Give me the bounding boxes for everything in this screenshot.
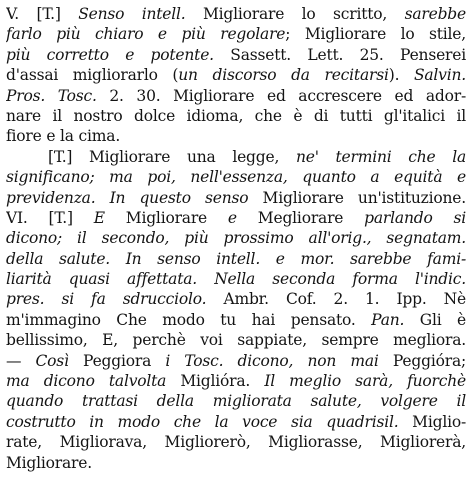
entry-line <box>6 289 466 309</box>
text-segment: bellissimo, E, perchè voi sappiate, sempre megliora. <box>6 331 466 350</box>
entry-line <box>6 24 466 44</box>
italic-text-segment: ne' termini che la <box>295 147 466 166</box>
entry-line <box>6 371 466 391</box>
entry-line <box>6 412 466 432</box>
entry-line <box>6 310 466 330</box>
entry-line <box>6 188 466 208</box>
text-segment: ; Migliorare lo stile, <box>285 25 466 44</box>
entry-line <box>6 167 466 187</box>
italic-text-segment: un discorso da recitarsi <box>178 66 389 85</box>
italic-text-segment: Pan. <box>371 310 405 329</box>
entry-line <box>6 228 466 248</box>
text-segment: 2. 30. Migliorare ed accrescere ed ador- <box>96 86 466 105</box>
italic-text-segment: liarità quasi affettata. Nella seconda forma l'indic. <box>6 270 466 289</box>
entry-line <box>6 351 466 371</box>
text-segment: Gli è <box>404 310 466 329</box>
italic-text-segment: Salvin. <box>413 66 466 85</box>
entry-line <box>6 249 466 269</box>
italic-text-segment: sarebbe <box>404 5 466 23</box>
entry-line <box>6 330 466 350</box>
italic-text-segment: e <box>227 208 237 227</box>
entry-line <box>6 106 466 126</box>
italic-text-segment: Senso intell. <box>78 5 186 23</box>
entry-line <box>6 208 466 228</box>
italic-text-segment: più corretto e potente. <box>6 45 214 64</box>
entry-line <box>6 4 466 24</box>
text-segment: V. [T.] <box>6 5 79 23</box>
text-segment: Migliorare. <box>6 453 92 472</box>
text-segment: Migliorare <box>104 208 228 227</box>
text-segment: VI. [T.] <box>6 208 94 227</box>
entry-line <box>6 126 466 146</box>
italic-text-segment: pres. si fa sdrucciolo. <box>6 290 207 309</box>
text-segment: Sassett. Lett. 25. Penserei <box>213 45 466 64</box>
italic-text-segment: E <box>93 208 105 227</box>
text-segment: Miglióra. <box>166 372 265 391</box>
italic-text-segment: dicono; il secondo, più prossimo all'orig., segnatam. <box>6 229 466 248</box>
text-segment: m'immagino Che modo tu hai pensato. <box>6 310 372 329</box>
italic-text-segment: Il meglio sarà, fuorchè <box>264 372 466 391</box>
text-segment: Megliorare <box>236 208 365 227</box>
entry-line <box>6 86 466 106</box>
entry-line <box>6 432 466 452</box>
text-segment: rate, Migliorava, Migliorerò, Migliorasse, Migliorerà, <box>6 433 466 452</box>
italic-text-segment: significano; ma poi, nell'essenza, quanto a equità e <box>6 168 466 187</box>
italic-text-segment: della salute. In senso intell. e mor. sarebbe fami- <box>6 249 466 268</box>
entry-line <box>6 269 466 289</box>
italic-text-segment: parlando si <box>364 208 466 227</box>
text-segment: Peggiora <box>68 351 166 370</box>
text-segment: Ambr. Cof. 2. 1. Ipp. Nè <box>206 290 466 309</box>
text-segment: — <box>6 351 36 370</box>
italic-text-segment: Così <box>35 351 69 370</box>
entry-line <box>6 391 466 411</box>
text-segment: [T.] Migliorare una legge, <box>48 147 296 166</box>
text-segment: Migliorare lo scritto, <box>185 5 405 23</box>
italic-text-segment: Pros. Tosc. <box>6 86 97 105</box>
italic-text-segment: i Tosc. dicono, non mai <box>165 351 379 370</box>
italic-text-segment: costrutto in modo che la voce sia quadrisil. <box>6 412 399 431</box>
italic-text-segment: ma dicono talvolta <box>6 372 167 391</box>
text-segment: Migliorare un'istituzione. <box>248 188 466 207</box>
entry-line <box>6 65 466 85</box>
text-segment: d'assai migliorarlo ( <box>6 66 179 85</box>
dictionary-entry-text <box>6 4 466 473</box>
text-segment: Peggióra; <box>378 351 466 370</box>
text-segment: nare il nostro dolce idioma, che è di tutti gl'italici il <box>6 106 466 125</box>
entry-line <box>6 147 466 167</box>
text-segment: ). <box>388 66 414 85</box>
entry-line <box>6 453 466 473</box>
entry-line <box>6 45 466 65</box>
italic-text-segment: quando trattasi della migliorata salute, volgere il <box>6 392 466 411</box>
text-segment: fiore e la cima. <box>6 127 121 146</box>
italic-text-segment: farlo più chiaro e più regolare <box>6 25 286 44</box>
italic-text-segment: previdenza. In questo senso <box>6 188 249 207</box>
text-segment: Miglio- <box>398 412 466 431</box>
